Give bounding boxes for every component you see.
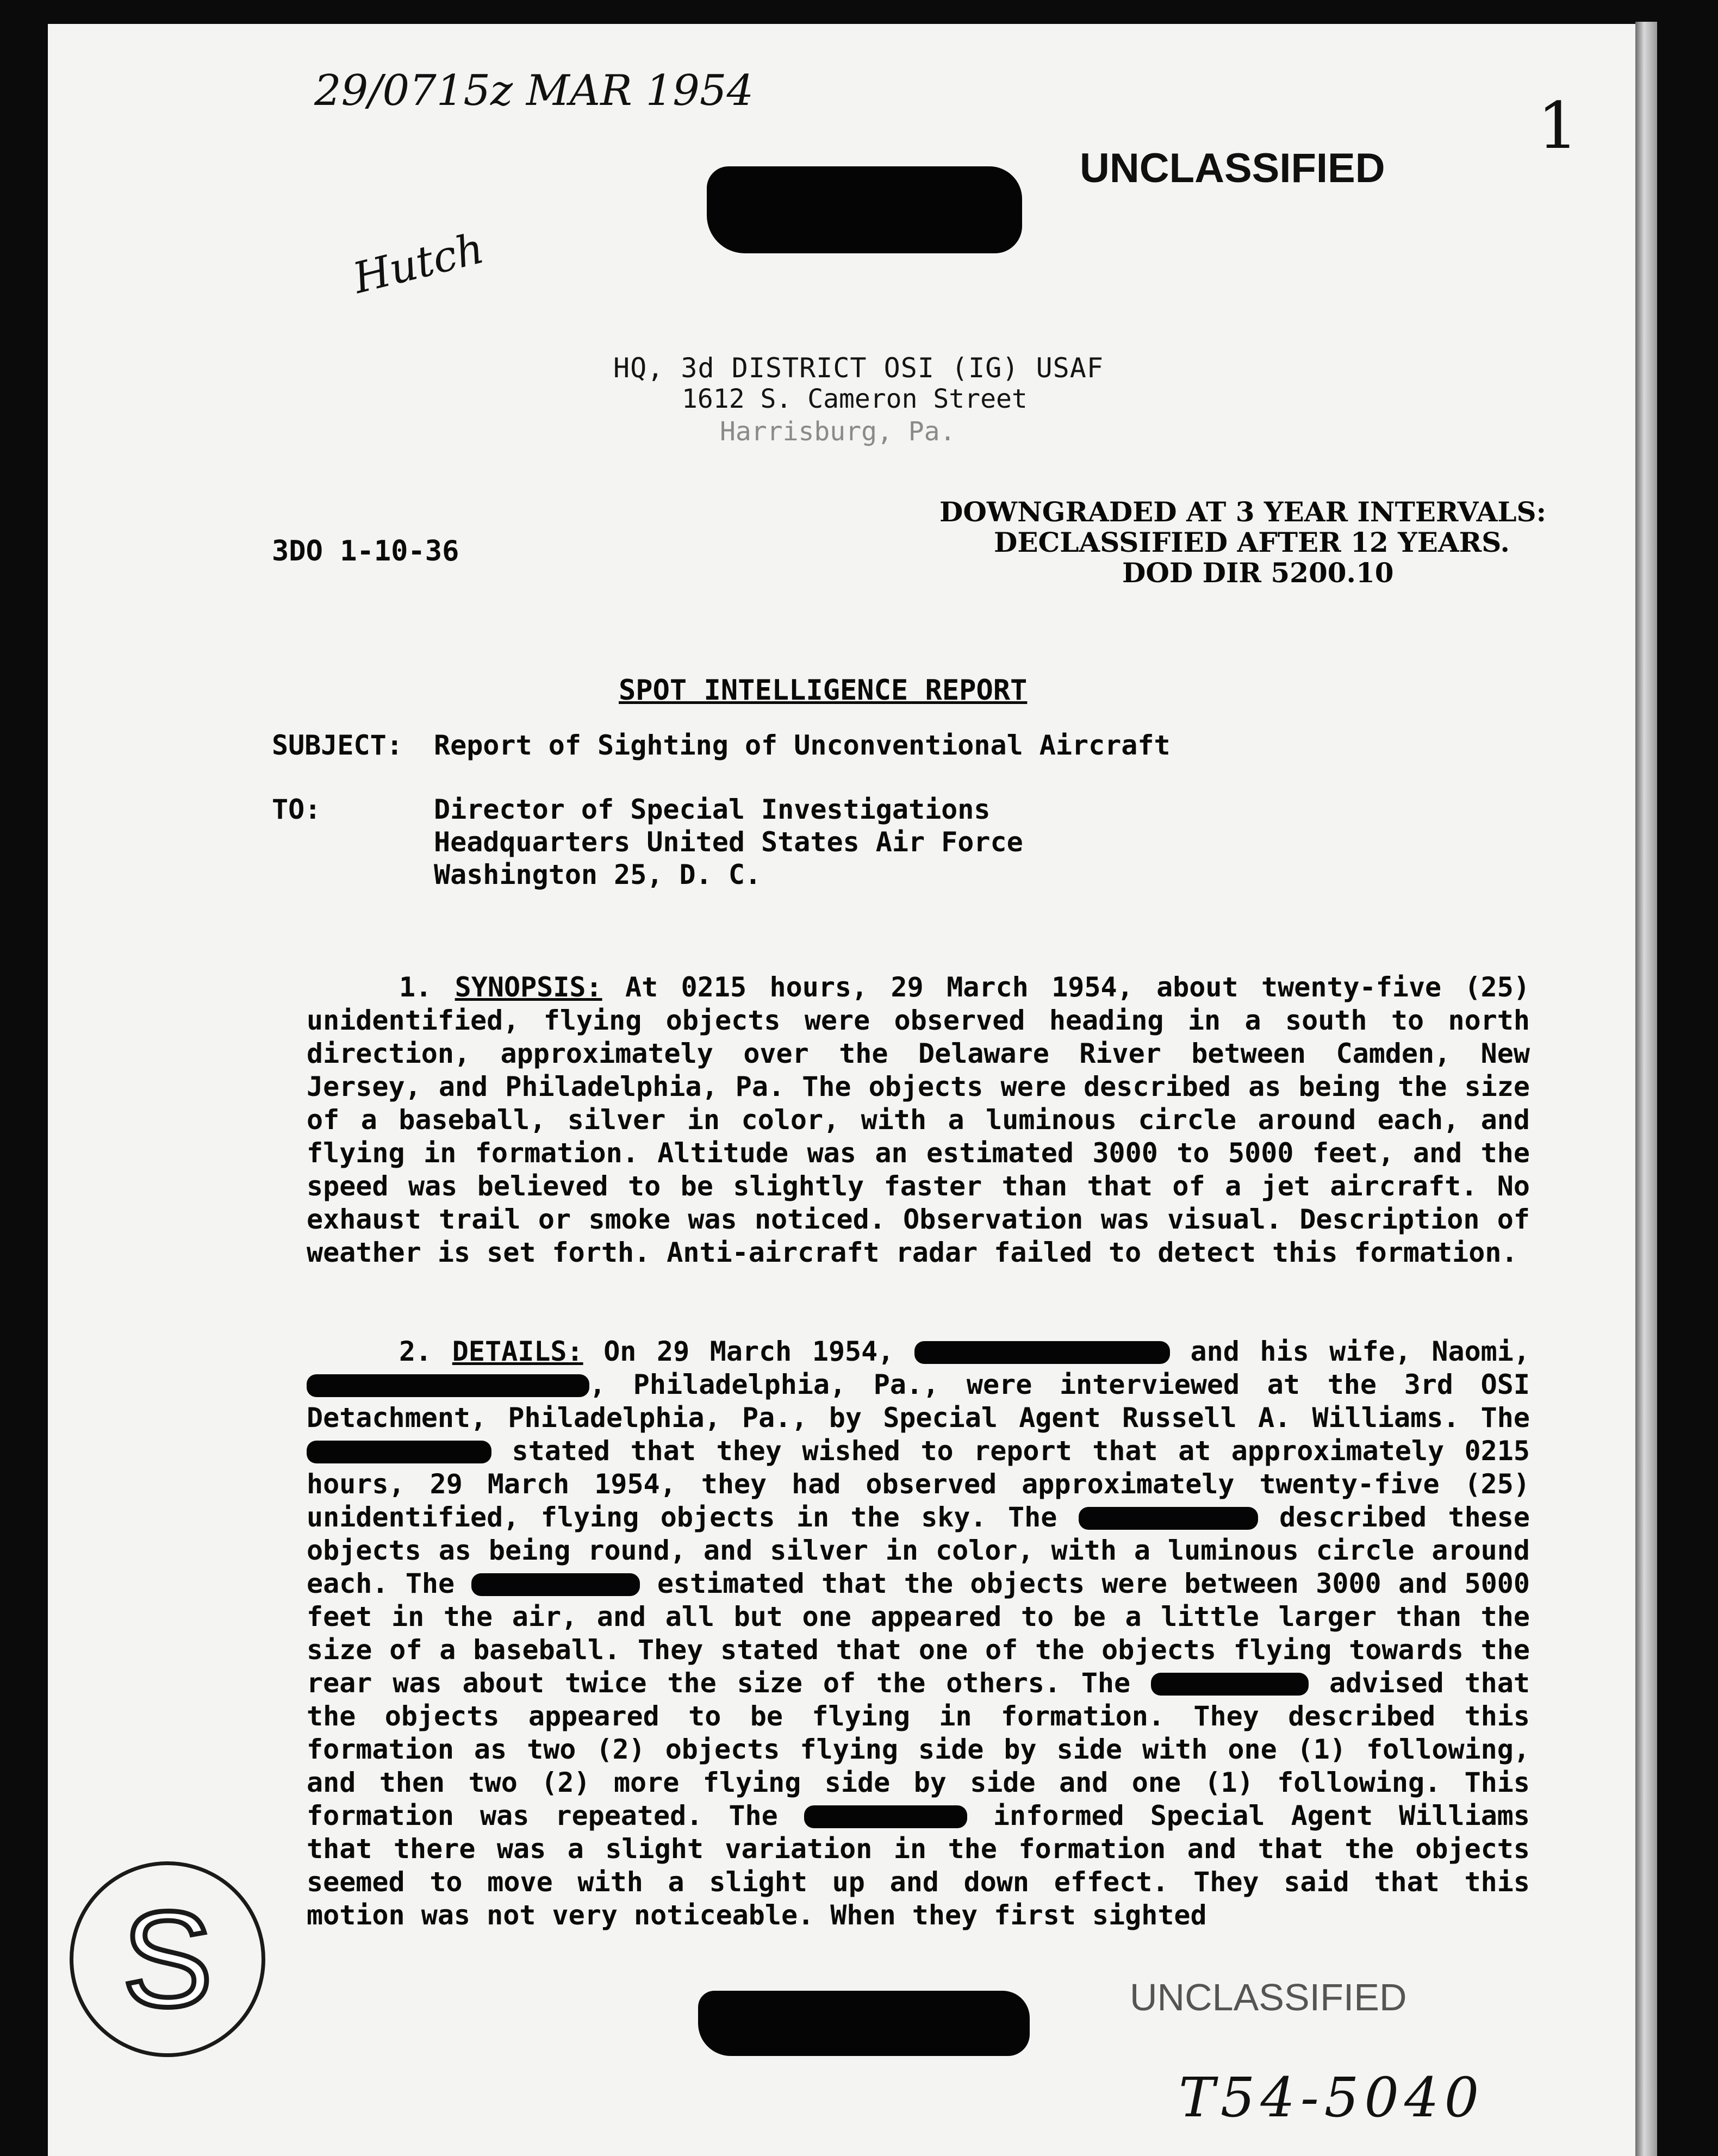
secret-circle-letter: S xyxy=(122,1883,213,2035)
subject-label: SUBJECT: xyxy=(272,730,403,761)
paragraph-2-part-8: informed Special Agent Williams that there was a slight variation in the formation and that the objects seemed to move with a slight up and down effect. They said that this motion was not very noticeable. When they first sighted xyxy=(307,1800,1530,1931)
redaction-address xyxy=(307,1374,589,1397)
redaction-name-3 xyxy=(1079,1507,1258,1530)
paragraph-synopsis xyxy=(307,971,1530,1269)
paragraph-2-part-4: stated that they wished to report that at approximately 0215 hours, 29 March 1954, they had observed approximately twenty-five (25) unidentified, flying objects in the sky. The xyxy=(307,1435,1530,1533)
classification-top: UNCLASSIFIED xyxy=(1080,145,1385,191)
file-code: 3DO 1-10-36 xyxy=(272,535,459,568)
paragraph-2-part-1: On 29 March 1954, xyxy=(603,1336,894,1367)
paragraph-details xyxy=(307,1335,1530,1932)
downgrade-line-2: DECLASSIFIED AFTER 12 YEARS. xyxy=(994,526,1510,558)
redaction-name-1 xyxy=(914,1341,1170,1364)
paragraph-1-number: 1. xyxy=(399,971,432,1003)
redaction-name-2 xyxy=(307,1441,491,1463)
to-line-3: Washington 25, D. C. xyxy=(434,859,762,890)
handwritten-date-time: 29/0715z MAR 1954 xyxy=(314,66,754,115)
downgrade-line-1: DOWNGRADED AT 3 YEAR INTERVALS: xyxy=(939,496,1547,528)
handwritten-page-number: 1 xyxy=(1538,88,1579,163)
paragraph-2-heading: DETAILS: xyxy=(452,1336,583,1367)
redaction-name-4 xyxy=(471,1573,640,1596)
letterhead-line-1: HQ, 3d DISTRICT OSI (IG) USAF xyxy=(613,352,1104,384)
classification-bottom: UNCLASSIFIED xyxy=(1130,1976,1407,2018)
subject-text: Report of Sighting of Unconventional Aircraft xyxy=(434,730,1171,761)
report-title: SPOT INTELLIGENCE REPORT xyxy=(619,674,1028,707)
paragraph-2-part-7: advised that the objects appeared to be flying in formation. They described this formation as two (2) objects flying side by side with one (1) following, and then two (2) more flying side by side and one (1) following. This formation was repeated. The xyxy=(307,1667,1530,1831)
paragraph-2-part-5: described these objects as being round, and silver in color, with a luminous circle around each. The xyxy=(307,1501,1530,1599)
downgrade-line-3: DOD DIR 5200.10 xyxy=(1122,557,1394,589)
redaction-block-top xyxy=(707,166,1022,253)
paragraph-2-part-6: estimated that the objects were between 3000 and 5000 feet in the air, and all but one appeared to be a little larger than the size of a baseball. They stated that one of the objects flying towards the rear was about twice the size of the others. The xyxy=(307,1568,1530,1699)
letterhead-line-2: 1612 S. Cameron Street xyxy=(682,384,1028,414)
secret-circle-stamp xyxy=(70,1861,265,2057)
to-line-1: Director of Special Investigations xyxy=(434,794,991,825)
handwritten-file-number: T54-5040 xyxy=(1179,2066,1485,2129)
paragraph-2-part-2: and his wife, Naomi, xyxy=(1190,1336,1530,1367)
letterhead-line-3: Harrisburg, Pa. xyxy=(720,416,956,447)
redaction-block-bottom xyxy=(698,1991,1030,2056)
paragraph-1-heading: SYNOPSIS: xyxy=(455,971,602,1003)
handwritten-initials: Hutch xyxy=(348,223,489,304)
redaction-name-5 xyxy=(1151,1673,1309,1696)
to-label: TO: xyxy=(272,794,321,825)
document-page xyxy=(48,24,1635,2156)
paragraph-1-text: At 0215 hours, 29 March 1954, about twenty-five (25) unidentified, flying objects were observed heading in a south to north direction, approximately over the Delaware River between Camden, New Jersey, and Philadelphia, Pa. The objects were described as being the size of a baseball, silver in color, with a luminous circle around each, and flying in formation. Altitude was an estimated 3000 to 5000 feet, and the speed was believed to be slightly faster than that of a jet aircraft. No exhaust trail or smoke was noticed. Observation was visual. Description of weather is set forth. Anti-aircraft radar failed to detect this formation. xyxy=(307,971,1530,1268)
paragraph-2-part-3: , Philadelphia, Pa., were interviewed at the 3rd OSI Detachment, Philadelphia, Pa., by Special Agent Russell A. Williams. The xyxy=(307,1369,1530,1434)
scan-page-edge xyxy=(1635,22,1657,2156)
paragraph-2-number: 2. xyxy=(399,1336,432,1367)
to-line-2: Headquarters United States Air Force xyxy=(434,826,1023,858)
redaction-name-6 xyxy=(804,1805,967,1828)
